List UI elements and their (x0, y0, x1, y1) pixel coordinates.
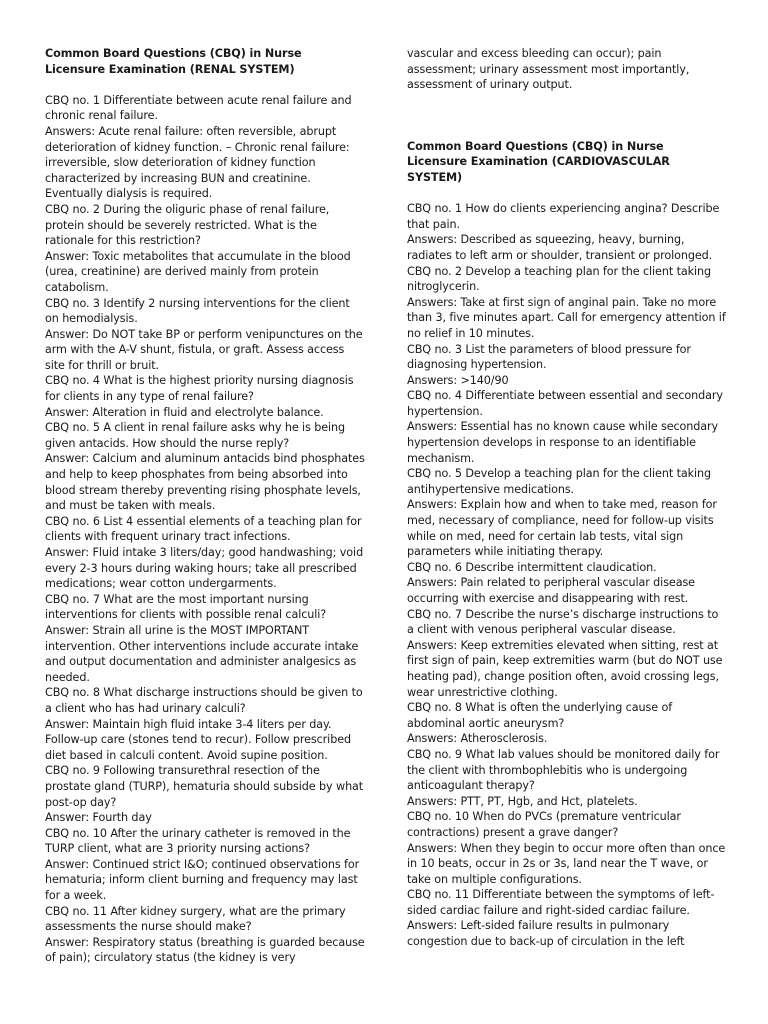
qa-paragraph: Answers: PTT, PT, Hgb, and Hct, platelets. (407, 794, 638, 808)
qa-paragraph: CBQ no. 3 List the parameters of blood pressure for diagnosing hypertension. (407, 342, 691, 372)
renal-continuation-text: vascular and excess bleeding can occur); pain assessment; urinary assessment most importantly, assessment of urinary output. (407, 47, 690, 92)
qa-paragraph: Answers: Keep extremities elevated when sitting, rest at first sign of pain, keep extremities warm (but do NOT use heating pad), change position often, avoid crossing legs, wear unrestrictive clothing. (407, 638, 723, 699)
qa-paragraph: CBQ no. 6 List 4 essential elements of a teaching plan for clients with frequent urinary tract infections. (45, 514, 362, 544)
qa-paragraph: CBQ no. 7 What are the most important nursing interventions for clients with possible renal calculi? (45, 592, 327, 622)
qa-paragraph: CBQ no. 6 Describe intermittent claudication. (407, 560, 657, 574)
qa-paragraph: Answers: Take at first sign of anginal pain. Take no more than 3, five minutes apart. Call for emergency attention if no relief in 10 minutes. (407, 295, 726, 340)
qa-paragraph: Answers: Left-sided failure results in pulmonary congestion due to back-up of circulation in the left (407, 919, 685, 949)
qa-paragraph: Answers: When they begin to occur more often than once in 10 beats, occur in 2s or 3s, land near the T wave, or take on multiple configurations. (407, 841, 726, 886)
qa-paragraph: CBQ no. 2 During the oliguric phase of renal failure, protein should be severely restricted. What is the rationale for this restriction? (45, 202, 330, 248)
qa-paragraph: Answer: Maintain high fluid intake 3-4 liters per day. Follow-up care (stones tend to recur). Follow prescribed diet based in calculi content. Avoid supine position. (45, 717, 351, 762)
qa-paragraph: CBQ no. 3 Identify 2 nursing interventions for the client on hemodialysis. (45, 296, 350, 326)
qa-paragraph: Answer: Do NOT take BP or perform venipunctures on the arm with the A-V shunt, fistula, or graft. Assess access site for thrill or bruit. (45, 327, 363, 372)
cardio-qa-list (407, 201, 727, 950)
left-column (45, 46, 365, 966)
qa-paragraph: CBQ no. 4 Differentiate between essential and secondary hypertension. (407, 389, 723, 418)
qa-paragraph: CBQ no. 1 Differentiate between acute renal failure and chronic renal failure. (45, 93, 352, 123)
qa-paragraph: Answer: Respiratory status (breathing is guarded because of pain); circulatory status (the kidney is very (45, 935, 365, 965)
qa-paragraph: Answers: >140/90 (407, 373, 509, 387)
qa-paragraph: Answer: Toxic metabolites that accumulate in the blood (urea, creatinine) are derived mainly from protein catabolism. (45, 249, 351, 294)
qa-paragraph: Answer: Fluid intake 3 liters/day; good handwashing; void every 2-3 hours during waking hours; take all prescribed medications; wear cotton undergarments. (45, 546, 364, 591)
qa-paragraph: CBQ no. 7 Describe the nurse’s discharge instructions to a client with venous peripheral vascular disease. (407, 607, 719, 637)
qa-paragraph: Answers: Acute renal failure: often reversible, abrupt deterioration of kidney function. – Chronic renal failure: irreversible, slow deterioration of kidney function characterized by increasing BUN and creatinine. Eventually dialysis is required. (45, 124, 350, 201)
qa-paragraph: Answer: Continued strict I&O; continued observations for hematuria; inform client burning and frequency may last for a week. (45, 857, 360, 903)
spacer (407, 186, 727, 202)
qa-paragraph: Answer: Fourth day (45, 811, 152, 825)
qa-paragraph: CBQ no. 5 Develop a teaching plan for the client taking antihypertensive medications. (407, 467, 711, 496)
qa-paragraph: CBQ no. 4 What is the highest priority nursing diagnosis for clients in any type of renal failure? (45, 374, 354, 404)
qa-paragraph: CBQ no. 11 Differentiate between the symptoms of left-sided cardiac failure and right-sided cardiac failure. (407, 888, 715, 917)
qa-paragraph: CBQ no. 9 Following transurethral resection of the prostate gland (TURP), hematuria should subside by what post-op day? (45, 764, 364, 809)
qa-paragraph: CBQ no. 10 After the urinary catheter is removed in the TURP client, what are 3 priority nursing actions? (45, 826, 351, 856)
qa-paragraph: CBQ no. 8 What discharge instructions should be given to a client who has had urinary calculi? (45, 686, 363, 715)
qa-paragraph: Answers: Pain related to peripheral vascular disease occurring with exercise and disappearing with rest. (407, 576, 695, 605)
spacer (407, 93, 727, 139)
qa-paragraph: CBQ no. 9 What lab values should be monitored daily for the client with thrombophlebitis who is undergoing anticoagulant therapy? (407, 747, 720, 793)
qa-paragraph: Answer: Alteration in fluid and electrolyte balance. (45, 405, 324, 419)
right-column (407, 46, 727, 950)
renal-qa-list (45, 93, 365, 966)
qa-paragraph: Answers: Explain how and when to take med, reason for med, necessary of compliance, need for follow-up visits while on med, need for certain lab tests, vital sign parameters while initiating therapy. (407, 498, 717, 559)
qa-paragraph: Answers: Essential has no known cause while secondary hypertension develops in response to an identifiable mechanism. (407, 420, 719, 465)
qa-paragraph: CBQ no. 10 When do PVCs (premature ventricular contractions) present a grave danger? (407, 810, 681, 839)
spacer (45, 77, 365, 93)
cardio-section-heading: Common Board Questions (CBQ) in Nurse Licensure Examination (CARDIOVASCULAR SYSTEM) (407, 139, 670, 184)
qa-paragraph: CBQ no. 11 After kidney surgery, what are the primary assessments the nurse should make? (45, 904, 346, 934)
qa-paragraph: Answer: Strain all urine is the MOST IMPORTANT intervention. Other interventions include accurate intake and output documentation and administer analgesics as needed. (45, 623, 359, 684)
qa-paragraph: Answers: Atherosclerosis. (407, 732, 548, 746)
qa-paragraph: Answer: Calcium and aluminum antacids bind phosphates and help to keep phosphates from being absorbed into blood stream thereby preventing rising phosphate levels, and must be taken with meals. (45, 452, 365, 513)
qa-paragraph: CBQ no. 1 How do clients experiencing angina? Describe that pain. (407, 202, 720, 231)
renal-section-heading: Common Board Questions (CBQ) in Nurse Licensure Examination (RENAL SYSTEM) (45, 47, 302, 76)
qa-paragraph: CBQ no. 8 What is often the underlying cause of abdominal aortic aneurysm? (407, 701, 673, 730)
qa-paragraph: Answers: Described as squeezing, heavy, burning, radiates to left arm or shoulder, transient or prolonged. (407, 233, 713, 262)
qa-paragraph: CBQ no. 2 Develop a teaching plan for the client taking nitroglycerin. (407, 264, 711, 294)
qa-paragraph: CBQ no. 5 A client in renal failure asks why he is being given antacids. How should the nurse reply? (45, 421, 346, 450)
